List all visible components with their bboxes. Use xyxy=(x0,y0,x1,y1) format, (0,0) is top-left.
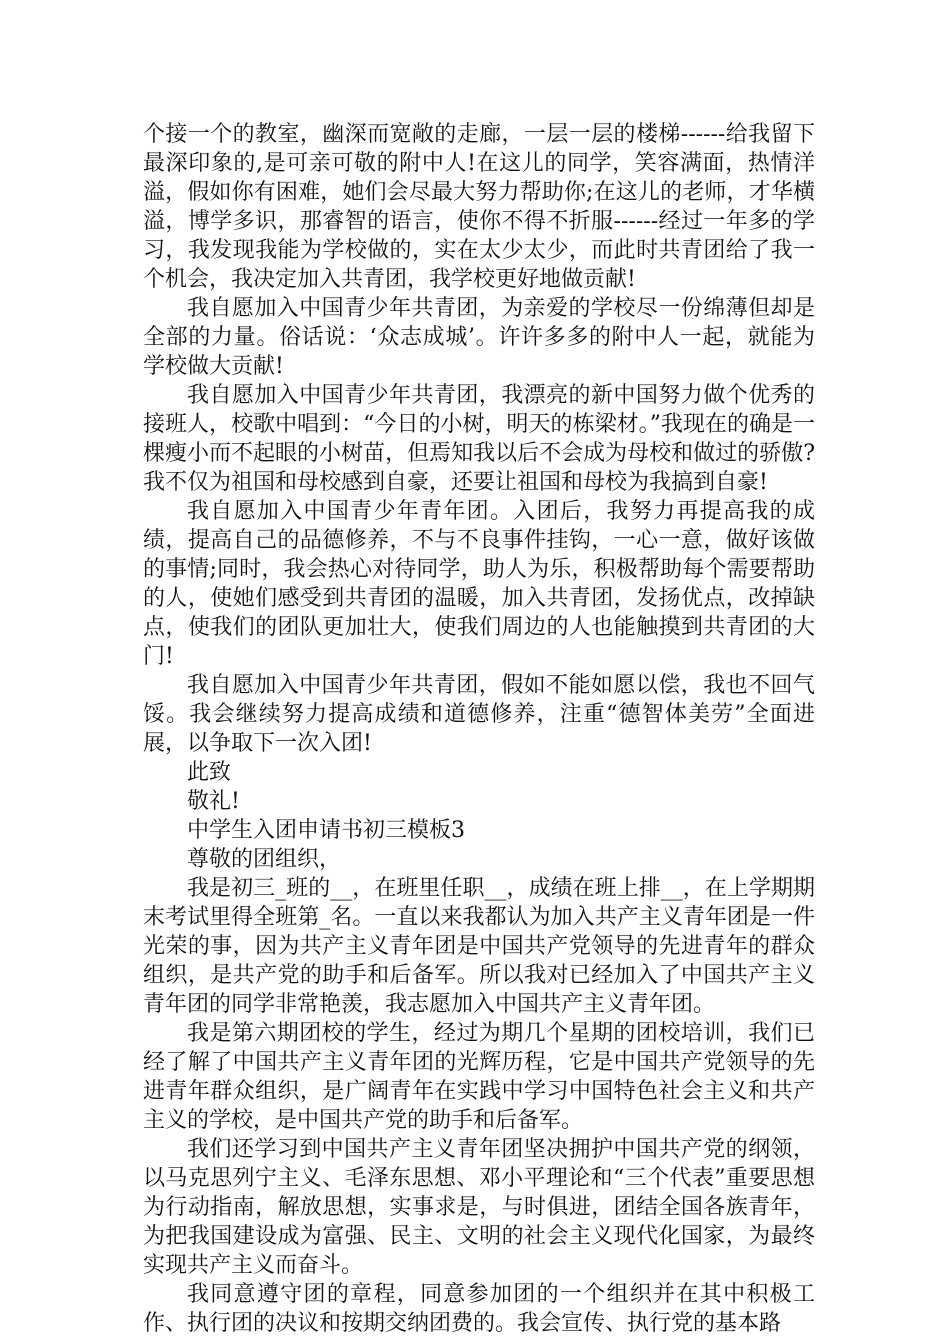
document-body xyxy=(143,120,815,1338)
paragraph-school-contribution: 我自愿加入中国青少年共青团，为亲爱的学校尽一份绵薄但却是全部的力量。俗话说：‘众志成城’。许许多多的附中人一起，就能为学校做大贡献! xyxy=(143,296,815,379)
closing-regards: 敬礼! xyxy=(187,789,240,814)
paragraph-introduction: 我是初三_班的__，在班里任职__，成绩在班上排__，在上学期期末考试里得全班第_名。一直以来我都认为加入共产主义青年团是一件光荣的事，因为共产主义青年团是中国共产党领导的先进青年的群众组织，是共产党的助手和后备军。所以我对已经加入了中国共产主义青年团的同学非常艳羡，我志愿加入中国共产主义青年团。 xyxy=(143,876,815,1017)
closing-salutation: 此致 xyxy=(187,760,232,785)
paragraph-successor: 我自愿加入中国青少年共青团，我漂亮的新中国努力做个优秀的接班人，校歌中唱到：“今日的小树，明天的栋梁材。”我现在的确是一棵瘦小而不起眼的小树苗，但焉知我以后不会成为母校和做过的骄傲?我不仅为祖国和母校感到自豪，还要让祖国和母校为我搞到自豪! xyxy=(143,383,815,495)
paragraph-self-improvement: 我自愿加入中国青少年青年团。入团后，我努力再提高我的成绩，提高自己的品德修养，不与不良事件挂钩，一心一意，做好该做的事情;同时，我会热心对待同学，助人为乐，积极帮助每个需要帮助的人，使她们感受到共青团的温暖，加入共青团，发扬优点，改掉缺点，使我们的团队更加壮大，使我们周边的人也能触摸到共青团的大门! xyxy=(143,499,815,669)
paragraph-league-school: 我是第六期团校的学生，经过为期几个星期的团校培训，我们已经了解了中国共产主义青年团的光辉历程，它是中国共产党领导的先进青年群众组织，是广阔青年在实践中学习中国特色社会主义和共产主义的学校，是中国共产党的助手和后备军。 xyxy=(143,1021,815,1133)
greeting: 尊敬的团组织， xyxy=(187,847,342,872)
paragraph-continuation: 个接一个的教室，幽深而宽敞的走廊，一层一层的楼梯------给我留下最深印象的,是可亲可敬的附中人!在这儿的同学，笑容满面，热情洋溢，假如你有困难，她们会尽最大努力帮助你;在这儿的老师，才华横溢，博学多识，那睿智的语言，使你不得不折服------经过一年多的学习，我发现我能为学校做的，实在太少太少，而此时共青团给了我一个机会，我决定加入共青团，我学校更好地做贡献! xyxy=(143,122,815,292)
section-title: 中学生入团申请书初三模板3 xyxy=(187,818,465,843)
paragraph-not-discouraged: 我自愿加入中国青少年共青团，假如不能如愿以偿，我也不回气馁。我会继续努力提高成绩和道德修养，注重“德智体美劳”全面进展，以争取下一次入团! xyxy=(143,673,815,756)
paragraph-charter-commitment: 我同意遵守团的章程，同意参加团的一个组织并在其中积极工作、执行团的决议和按期交纳团费的。我会宣传、执行党的基本路 xyxy=(143,1282,815,1336)
paragraph-league-principles: 我们还学习到中国共产主义青年团坚决拥护中国共产党的纲领，以马克思列宁主义、毛泽东思想、邓小平理论和“三个代表”重要思想为行动指南，解放思想，实事求是，与时俱进，团结全国各族青年，为把我国建设成为富强、民主、文明的社会主义现代化国家，为最终实现共产主义而奋斗。 xyxy=(143,1137,815,1278)
